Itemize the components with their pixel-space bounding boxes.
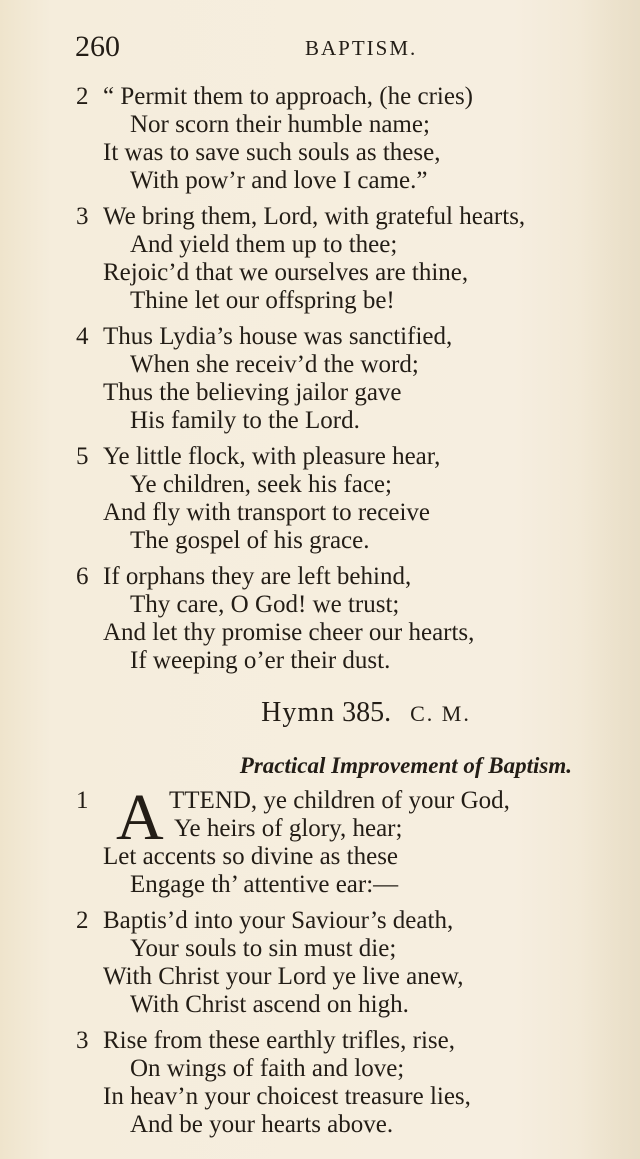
verse-line: If weeping o’er their dust. <box>130 647 391 674</box>
verse-line: Ye heirs of glory, hear; <box>174 815 403 842</box>
verse-line: Rise from these earthly trifles, rise, <box>103 1027 455 1054</box>
verse-number: 1 <box>76 787 89 814</box>
verse-line: Baptis’d into your Saviour’s death, <box>103 907 454 934</box>
verse-line: Your souls to sin must die; <box>130 935 397 962</box>
verse-line: Thus the believing jailor gave <box>103 379 402 406</box>
verse-line: Thus Lydia’s house was sanctified, <box>103 323 453 350</box>
verse <box>76 781 606 899</box>
verse <box>76 323 606 435</box>
verse-line: Rejoic’d that we ourselves are thine, <box>103 259 469 286</box>
verse-line: Let accents so divine as these <box>103 843 399 870</box>
verse-line: “ Permit them to approach, (he cries) <box>103 83 473 110</box>
verse-line: Thy care, O God! we trust; <box>130 591 400 618</box>
hymn-meter: C. M. <box>410 701 471 726</box>
verse <box>76 443 606 555</box>
verse-line: And let thy promise cheer our hearts, <box>103 619 475 646</box>
running-head: BAPTISM. <box>305 36 418 60</box>
verse-line: On wings of faith and love; <box>130 1055 405 1082</box>
verse-number: 5 <box>76 443 89 470</box>
verse-line: With Christ your Lord ye live anew, <box>103 963 464 990</box>
verse-line: In heav’n your choicest treasure lies, <box>103 1083 471 1110</box>
verse-line: And yield them up to thee; <box>130 231 398 258</box>
verse-line: TTEND, ye children of your God, <box>169 787 510 814</box>
verse-line: When she receiv’d the word; <box>130 351 419 378</box>
verse-line: Engage th’ attentive ear:— <box>130 871 399 898</box>
verse-number: 2 <box>76 907 89 934</box>
verse-line: His family to the Lord. <box>130 407 360 434</box>
verse-line: We bring them, Lord, with grateful hearts, <box>103 203 526 230</box>
page-header <box>75 30 595 70</box>
verse-line: Thine let our offspring be! <box>130 287 395 314</box>
hymn-subtitle: Practical Improvement of Baptism. <box>239 753 572 778</box>
verse-number: 3 <box>76 1027 89 1054</box>
verse-line: If orphans they are left behind, <box>103 563 412 590</box>
verse-line: It was to save such souls as these, <box>103 139 441 166</box>
verse-line: With Christ ascend on high. <box>130 991 409 1018</box>
verse-line: Nor scorn their humble name; <box>130 111 430 138</box>
verse <box>76 1027 606 1139</box>
hymn-heading <box>126 697 606 731</box>
hymn-number: 385. <box>342 697 392 728</box>
verse-number: 3 <box>76 203 89 230</box>
verse-number: 6 <box>76 563 89 590</box>
verse-number: 4 <box>76 323 89 350</box>
verse <box>76 563 606 675</box>
verse-number: 2 <box>76 83 89 110</box>
verse-line: Ye little flock, with pleasure hear, <box>103 443 441 470</box>
page-number: 260 <box>75 30 120 63</box>
verse <box>76 203 606 315</box>
verse-line: With pow’r and love I came.” <box>130 167 428 194</box>
page-edge-shadow <box>580 0 640 1159</box>
verse-line: And fly with transport to receive <box>103 499 430 526</box>
verse-line: The gospel of his grace. <box>130 527 370 554</box>
verse <box>76 907 606 1019</box>
verse-line: And be your hearts above. <box>130 1111 394 1138</box>
page-content <box>76 83 606 1147</box>
verse <box>76 83 606 195</box>
hymn-label: Hymn <box>261 697 336 728</box>
verse-line: Ye children, seek his face; <box>130 471 392 498</box>
drop-cap: A <box>116 781 164 854</box>
